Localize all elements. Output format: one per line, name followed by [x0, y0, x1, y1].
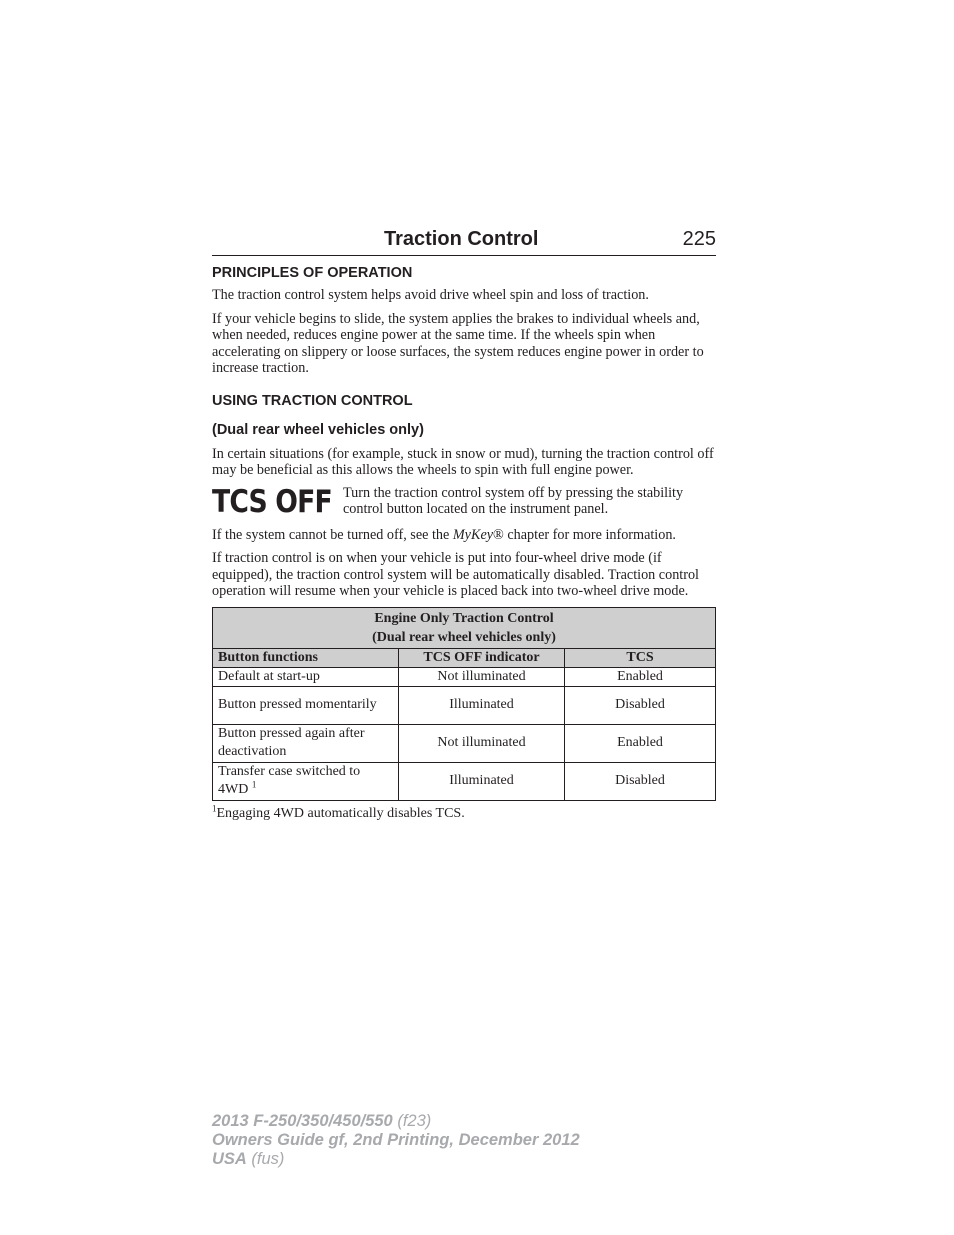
- table-row: [213, 724, 716, 762]
- table-cell: Enabled: [565, 667, 716, 686]
- footer-model-code: (f23): [392, 1112, 432, 1130]
- page-number: 225: [682, 228, 716, 250]
- table-header-row: [213, 648, 716, 667]
- document-footer: [212, 1112, 580, 1169]
- using-heading: USING TRACTION CONTROL: [212, 392, 413, 409]
- footnote-text: Engaging 4WD automatically disables TCS.: [216, 805, 465, 821]
- table-cell: Not illuminated: [399, 724, 565, 762]
- mykey-text-before: If the system cannot be turned off, see the: [212, 526, 453, 543]
- footer-model: 2013 F-250/350/450/550: [212, 1112, 393, 1130]
- principles-paragraph-1: The traction control system helps avoid drive wheel spin and loss of traction.: [212, 287, 649, 303]
- table-cell: Disabled: [565, 762, 716, 800]
- page-header: [212, 228, 716, 256]
- table-cell: Not illuminated: [399, 667, 565, 686]
- table-cell: Button pressed again after deactivation: [213, 724, 399, 762]
- table-caption-row: [213, 607, 716, 648]
- table-cell: Enabled: [565, 724, 716, 762]
- table-cell: [213, 762, 399, 800]
- page-title: Traction Control: [384, 228, 539, 250]
- tcs-off-block: [212, 485, 716, 519]
- table-footnote: [212, 802, 716, 823]
- dual-rear-subheading: (Dual rear wheel vehicles only): [212, 421, 424, 438]
- principles-paragraph-2: If your vehicle begins to slide, the system applies the brakes to individual wheels and, when needed, reduces engine power at the same time. If the wheels spin when accelerating on slippery or loose surfaces, the system reduces engine power in order to increase traction.: [212, 310, 704, 376]
- footer-line-1: [212, 1112, 580, 1131]
- traction-control-table: [212, 607, 716, 801]
- tcs-off-icon: TCS OFF: [212, 483, 332, 520]
- table-row: [213, 762, 716, 800]
- table-cell: Default at start-up: [213, 667, 399, 686]
- footnote-marker: 1: [251, 779, 257, 790]
- principles-heading: PRINCIPLES OF OPERATION: [212, 265, 413, 281]
- column-header-tcs-off-indicator: TCS OFF indicator: [399, 648, 565, 667]
- table-cell: Illuminated: [399, 686, 565, 724]
- table-cell: Disabled: [565, 686, 716, 724]
- table-cell-text: Transfer case switched to 4WD: [218, 764, 361, 797]
- footer-line-3: [212, 1150, 580, 1169]
- mykey-reference: MyKey: [452, 526, 494, 543]
- tcs-off-description: Turn the traction control system off by pressing the stability control button located on the instrument panel.: [343, 484, 684, 517]
- table-row: [213, 686, 716, 724]
- mykey-text-after: ® chapter for more information.: [493, 526, 676, 543]
- footer-market: USA: [212, 1150, 247, 1168]
- table-cell: Button pressed momentarily: [213, 686, 399, 724]
- table-cell: Illuminated: [399, 762, 565, 800]
- four-wheel-drive-paragraph: If traction control is on when your vehicle is put into four-wheel drive mode (if equipped), the traction control system will be automatically disabled. Traction control operation will resume when your vehicle is placed back into two-wheel drive mode.: [212, 550, 699, 599]
- table-caption-line-1: Engine Only Traction Control: [374, 610, 554, 626]
- footer-edition: Owners Guide gf, 2nd Printing, December 2012: [212, 1131, 580, 1149]
- mykey-paragraph: [212, 527, 716, 544]
- footer-line-2: [212, 1131, 580, 1150]
- table-caption: [213, 607, 716, 648]
- column-header-tcs: TCS: [565, 648, 716, 667]
- footnote-number: 1: [212, 802, 217, 813]
- footer-market-code: (fus): [246, 1150, 285, 1168]
- using-paragraph: In certain situations (for example, stuck in snow or mud), turning the traction control off may be beneficial as this allows the wheels to spin with full engine power.: [212, 445, 714, 478]
- table-row: [213, 667, 716, 686]
- page-content: [212, 228, 716, 822]
- column-header-button-functions: Button functions: [213, 648, 399, 667]
- table-caption-line-2: (Dual rear wheel vehicles only): [372, 629, 556, 645]
